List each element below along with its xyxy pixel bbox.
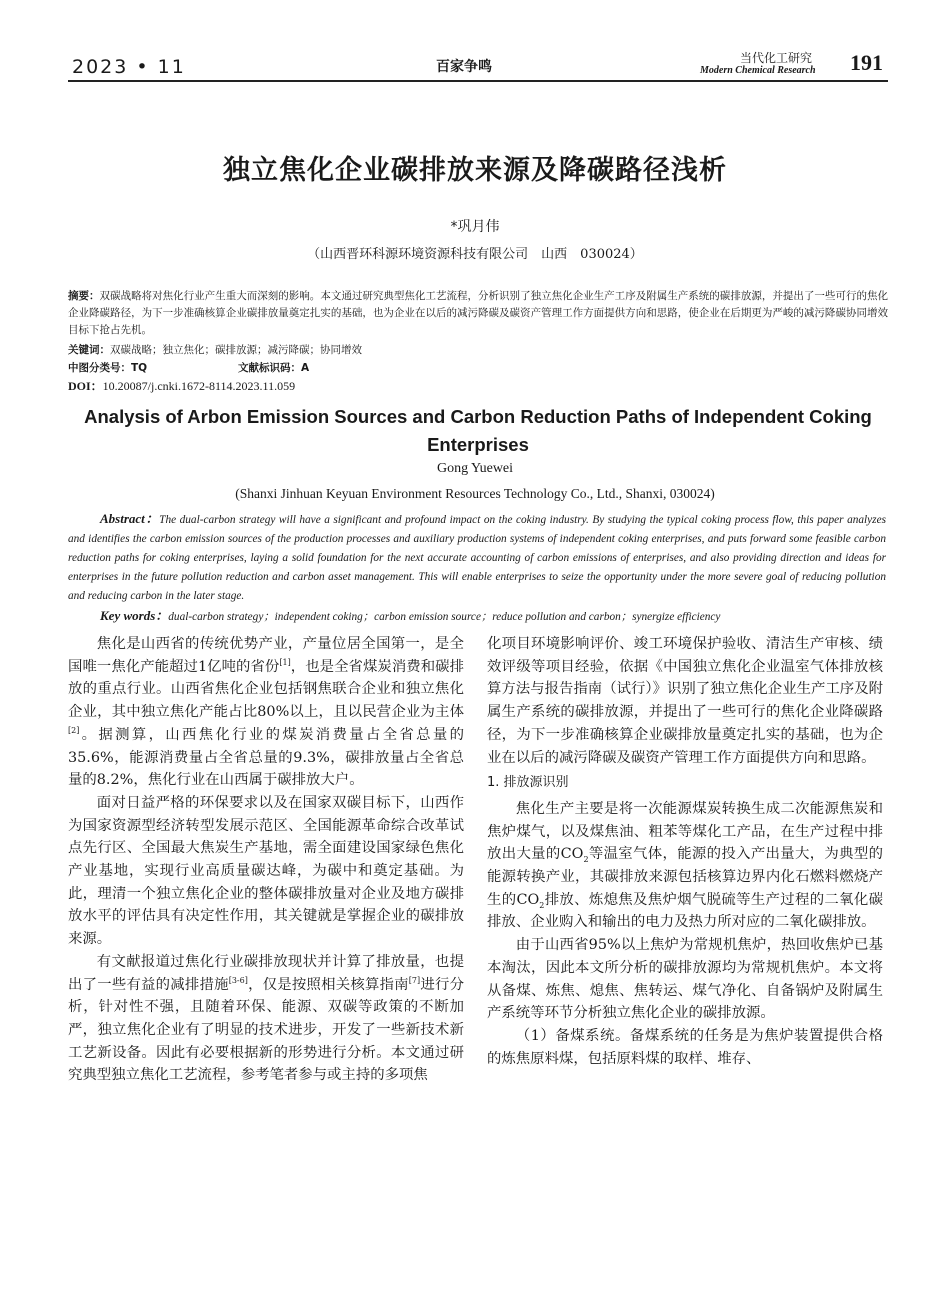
abstract-en-text: The dual-carbon strategy will have a significant and profound impact on the coking industry. By studying the typical coking process flow, this paper analyzes and identifies the carbon emission sources of the production processes and auxiliary production systems of independent coking enterprises, and puts forward some feasible carbon reduction paths for coking enterprises, laying a solid foundation for the next accurate accounting of carbon emissions of enterprises, and also providing direction and ideas for enterprises in the future pollution reduction and carbon asset management. This will enable enterprises to seize the opportunity under the more severe goal of reducing pollution and reducing carbon in the later stage. bbox=[68, 514, 886, 602]
body-paragraph: 焦化是山西省的传统优势产业，产量位居全国第一，是全国唯一焦化产能超过1亿吨的省份[1]，也是全省煤炭消费和碳排放的重点行业。山西省焦化企业包括钢焦联合企业和独立焦化企业，其中独立焦化产能占比80%以上，且以民营企业为主体[2]。据测算，山西焦化行业的煤炭消费量占全省总量的35.6%，能源消费量占全省总量的9.3%，碳排放量占全省总量的8.2%，焦化行业在山西属于碳排放大户。 bbox=[68, 636, 464, 789]
body-column-right bbox=[487, 633, 883, 1070]
citation[interactable]: [3-6] bbox=[228, 975, 248, 985]
keywords-cn-text: 双碳战略；独立焦化；碳排放源；减污降碳；协同增效 bbox=[110, 344, 362, 356]
keywords-cn-label: 关键词： bbox=[68, 344, 110, 356]
keywords-cn bbox=[68, 342, 888, 359]
issue-label: 2023 • 11 bbox=[72, 56, 186, 78]
doc-code-value: A bbox=[301, 362, 310, 374]
body-paragraph: 由于山西省95%以上焦炉为常规机焦炉，热回收焦炉已基本淘汰，因此本文所分析的碳排放源均为常规机焦炉。本文将从备煤、炼焦、熄焦、焦转运、煤气净化、自备锅炉及附属生产系统等环节分析独立焦化企业的碳排放源。 bbox=[487, 937, 883, 1022]
section-heading: 1. 排放源识别 bbox=[487, 775, 569, 791]
abstract-en-label: Abstract： bbox=[100, 511, 160, 526]
header-rule bbox=[68, 80, 888, 82]
paper-title-en: Analysis of Arbon Emission Sources and Carbon Reduction Paths of Independent Coking Enterprises bbox=[84, 406, 872, 455]
body-paragraph: 有文献报道过焦化行业碳排放现状并计算了排放量，也提出了一些有益的减排措施[3-6]，仅是按照相关核算指南[7]进行分析，针对性不强，且随着环保、能源、双碳等政策的不断加严，独立焦化企业有了明显的技术进步，开发了一些新技术新工艺新设备。因此有必要根据新的形势进行分析。本文通过研究典型独立焦化工艺流程，参考笔者参与或主持的多项焦 bbox=[68, 953, 464, 1084]
clc-value: TQ bbox=[131, 362, 148, 374]
doi-label: DOI： bbox=[68, 379, 103, 393]
abstract-cn-label: 摘要： bbox=[68, 290, 100, 302]
keywords-en-label: Key words： bbox=[100, 608, 169, 623]
body-paragraph: 化项目环境影响评价、竣工环境保护验收、清洁生产审核、绩效评级等项目经验，依据《中国独立焦化企业温室气体排放核算方法与报告指南（试行）》识别了独立焦化企业生产工序及附属生产系统的碳排放源，并提出了一些可行的焦化企业降碳路径，为下一步准确核算企业碳排放量奠定扎实的基础，也为企业在以后的减污降碳及碳资产管理工作方面提供方向和思路。 bbox=[487, 636, 883, 766]
author-cn: *巩月伟 bbox=[450, 219, 500, 235]
abstract-cn bbox=[68, 288, 888, 339]
doi-line bbox=[68, 378, 888, 395]
body-paragraph: 焦化生产主要是将一次能源煤炭转换生成二次能源焦炭和焦炉煤气，以及煤焦油、粗苯等煤化工产品，在生产过程中排放出大量的$CO_2$等温室气体，能源的投入产出量大，为典型的能源转换产业，其碳排放来源包括核算边界内化石燃料燃烧产生的$CO_2$排放、炼熄焦及焦炉烟气脱硫等生产过程的二氧化碳排放、企业购入和输出的电力及热力所对应的二氧化碳排放。 bbox=[487, 800, 883, 931]
clc-label: 中图分类号： bbox=[68, 362, 131, 374]
affiliation-en: (Shanxi Jinhuan Keyuan Environment Resources Technology Co., Ltd., Shanxi, 030024) bbox=[235, 486, 715, 501]
author-en: Gong Yuewei bbox=[436, 461, 514, 476]
doi-value[interactable]: 10.20087/j.cnki.1672-8114.2023.11.059 bbox=[102, 379, 296, 393]
page-number: 191 bbox=[850, 50, 883, 75]
citation[interactable]: [2] bbox=[68, 726, 80, 736]
citation[interactable]: [1] bbox=[279, 657, 291, 667]
keywords-en-text: dual-carbon strategy；independent coking；carbon emission source；reduce pollution and carbon；synergize efficiency bbox=[168, 611, 721, 623]
journal-name-en: Modern Chemical Research bbox=[700, 65, 816, 76]
affiliation-cn: （山西晋环科源环境资源科技有限公司 山西 030024） bbox=[307, 247, 643, 262]
abstract-en bbox=[68, 509, 886, 606]
body-paragraph: （1）备煤系统。备煤系统的任务是为焦炉装置提供合格的炼焦原料煤，包括原料煤的取样、堆存、 bbox=[487, 1027, 883, 1067]
doc-code-label: 文献标识码： bbox=[238, 362, 301, 374]
citation[interactable]: [7] bbox=[408, 975, 421, 985]
paper-title-cn: 独立焦化企业碳排放来源及降碳路径浅析 bbox=[223, 155, 727, 186]
classification-line bbox=[68, 360, 888, 377]
body-paragraph: 面对日益严格的环保要求以及在国家双碳目标下，山西作为国家资源型经济转型发展示范区、全国能源革命综合改革试点先行区、全国最大焦炭生产基地，需全面建设国家绿色焦化产业基地，实现行业高质量碳达峰，为碳中和奠定基础。为此，理清一个独立焦化企业的整体碳排放量对企业及地方碳排放水平的评估具有决定性作用，其关键就是掌握企业的碳排放来源。 bbox=[68, 794, 464, 948]
keywords-en bbox=[100, 605, 890, 624]
column-label: 百家争鸣 bbox=[436, 59, 492, 75]
journal-name-cn: 当代化工研究 bbox=[740, 51, 813, 65]
abstract-cn-text: 双碳战略将对焦化行业产生重大而深刻的影响。本文通过研究典型焦化工艺流程，分析识别了独立焦化企业生产工序及附属生产系统的碳排放源，并提出了一些可行的焦化企业降碳路径，为下一步准确核算企业碳排放量奠定扎实的基础，也为企业在以后的减污降碳及碳资产管理工作方面提供方向和思路，使企业在后期更为严峻的减污降碳协同增效目标下抢占先机。 bbox=[68, 290, 889, 336]
body-column-left bbox=[68, 633, 464, 1087]
